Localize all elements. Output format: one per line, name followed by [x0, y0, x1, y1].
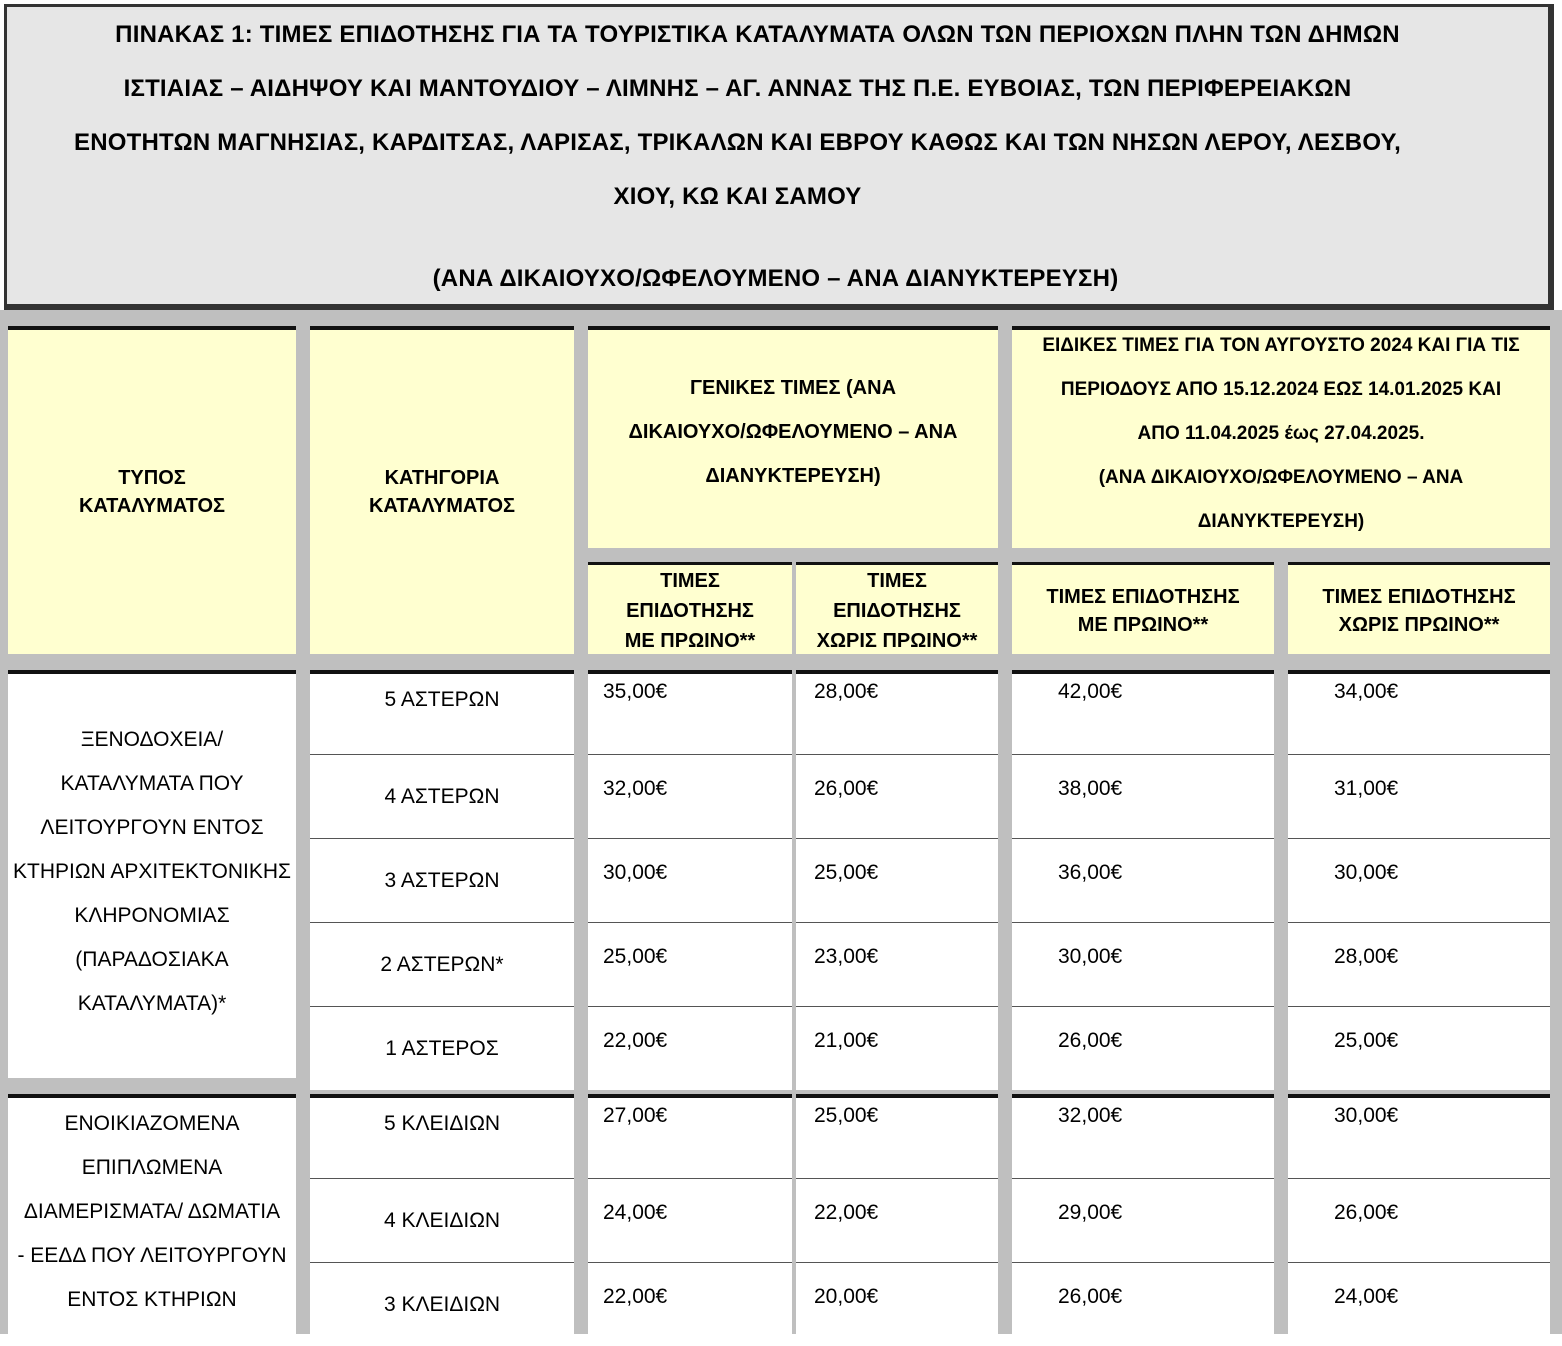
special-with-breakfast-cell: [1012, 1094, 1274, 1178]
subheader-line: ΕΠΙΔΟΤΗΣΗΣ: [833, 600, 961, 622]
header-type-line2: ΚΑΤΑΛΥΜΑΤΟΣ: [78, 495, 226, 517]
subheader-line: ΧΩΡΙΣ ΠΡΩΙΝΟ**: [816, 630, 978, 652]
price-value: 23,00€: [814, 945, 879, 968]
header-special-line3: ΑΠΟ 11.04.2025 έως 27.04.2025.: [1137, 423, 1425, 444]
subheader-line: ΜΕ ΠΡΩΙΝΟ**: [1077, 614, 1209, 636]
price-value: 30,00€: [1334, 861, 1399, 884]
subheader-line: ΤΙΜΕΣ ΕΠΙΔΟΤΗΣΗΣ: [1322, 586, 1516, 608]
price-value: 28,00€: [814, 680, 879, 703]
type-line: ΚΑΤΑΛΥΜΑΤΑ)*: [77, 992, 227, 1015]
category-cell: [310, 1094, 574, 1178]
price-value: 22,00€: [603, 1029, 668, 1052]
general-without-breakfast-cell: [796, 670, 998, 754]
price-value: 27,00€: [603, 1104, 668, 1127]
price-value: 36,00€: [1058, 861, 1123, 884]
price-value: 29,00€: [1058, 1201, 1123, 1224]
header-general-line3: ΔΙΑΝΥΚΤΕΡΕΥΣΗ): [705, 465, 881, 487]
header-special-line4: (ΑΝΑ ΔΙΚΑΙΟΥΧΟ/ΩΦΕΛΟΥΜΕΝΟ – ΑΝΑ: [1098, 467, 1464, 488]
type-line: ΚΑΤΑΛΥΜΑΤΑ ΠΟΥ: [60, 772, 244, 795]
price-value: 30,00€: [603, 861, 668, 884]
special-without-breakfast-cell: [1288, 922, 1550, 1006]
group2-type-cell: [8, 1094, 296, 1334]
header-special-line5: ΔΙΑΝΥΚΤΕΡΕΥΣΗ): [1197, 511, 1365, 532]
general-without-breakfast-cell: [796, 1262, 998, 1346]
general-with-breakfast-cell: [588, 838, 792, 922]
price-value: 26,00€: [814, 777, 879, 800]
category-cell: [310, 922, 574, 1006]
general-with-breakfast-cell: [588, 1262, 792, 1346]
special-with-breakfast-cell: [1012, 922, 1274, 1006]
type-line: ΚΛΗΡΟΝΟΜΙΑΣ: [74, 904, 230, 927]
price-value: 31,00€: [1334, 777, 1399, 800]
price-value: 26,00€: [1058, 1029, 1123, 1052]
price-value: 35,00€: [603, 680, 668, 703]
general-without-breakfast-cell: [796, 1006, 998, 1090]
price-value: 42,00€: [1058, 680, 1123, 703]
special-without-breakfast-cell: [1288, 1094, 1550, 1178]
price-value: 32,00€: [1058, 1104, 1123, 1127]
type-line: - ΕΕΔΔ ΠΟΥ ΛΕΙΤΟΥΡΓΟΥΝ: [17, 1244, 287, 1267]
price-value: 22,00€: [603, 1285, 668, 1308]
special-without-breakfast-cell: [1288, 1006, 1550, 1090]
special-without-breakfast-cell: [1288, 754, 1550, 838]
type-line: ΚΤΗΡΙΩΝ ΑΡΧΙΤΕΚΤΟΝΙΚΗΣ: [12, 860, 291, 883]
subheader-line: ΧΩΡΙΣ ΠΡΩΙΝΟ**: [1338, 614, 1500, 636]
special-without-breakfast-cell: [1288, 1262, 1550, 1346]
header-category: [310, 326, 574, 654]
type-line: ΔΙΑΜΕΡΙΣΜΑΤΑ/ ΔΩΜΑΤΙΑ: [23, 1200, 281, 1223]
header-special-prices: [1012, 326, 1550, 548]
title-line-4: ΧΙΟΥ, ΚΩ ΚΑΙ ΣΑΜΟΥ: [613, 183, 862, 210]
special-with-breakfast-cell: [1012, 670, 1274, 754]
price-value: 22,00€: [814, 1201, 879, 1224]
general-without-breakfast-cell: [796, 1094, 998, 1178]
general-with-breakfast-cell: [588, 1178, 792, 1262]
price-value: 30,00€: [1334, 1104, 1399, 1127]
header-type: [8, 326, 296, 654]
general-without-breakfast-cell: [796, 754, 998, 838]
header-general-line1: ΓΕΝΙΚΕΣ ΤΙΜΕΣ (ΑΝΑ: [689, 377, 897, 399]
type-line: (ΠΑΡΑΔΟΣΙΑΚΑ: [75, 948, 229, 971]
group1-type-cell: [8, 670, 296, 1078]
subheader-general-with-breakfast: [588, 562, 792, 654]
type-line: ΛΕΙΤΟΥΡΓΟΥΝ ΕΝΤΟΣ: [40, 816, 264, 839]
category-label: 4 ΚΛΕΙΔΙΩΝ: [383, 1209, 501, 1232]
subheader-general-without-breakfast: [796, 562, 998, 654]
price-value: 25,00€: [814, 1104, 879, 1127]
title-line-5: (ΑΝΑ ΔΙΚΑΙΟΥΧΟ/ΩΦΕΛΟΥΜΕΝΟ – ΑΝΑ ΔΙΑΝΥΚΤΕΡΕΥΣΗ): [432, 265, 1119, 292]
category-cell: [310, 1262, 574, 1346]
special-with-breakfast-cell: [1012, 1178, 1274, 1262]
special-with-breakfast-cell: [1012, 838, 1274, 922]
category-cell: [310, 838, 574, 922]
title-line-3: ΕΝΟΤΗΤΩΝ ΜΑΓΝΗΣΙΑΣ, ΚΑΡΔΙΤΣΑΣ, ΛΑΡΙΣΑΣ, ΤΡΙΚΑΛΩΝ ΚΑΙ ΕΒΡΟΥ ΚΑΘΩΣ ΚΑΙ ΤΩΝ ΝΗΣΩΝ ΛΕΡΟΥ, ΛΕΣΒΟΥ,: [74, 129, 1401, 156]
title-line-2: ΙΣΤΙΑΙΑΣ – ΑΙΔΗΨΟΥ ΚΑΙ ΜΑΝΤΟΥΔΙΟΥ – ΛΙΜΝΗΣ – ΑΓ. ΑΝΝΑΣ ΤΗΣ Π.Ε. ΕΥΒΟΙΑΣ, ΤΩΝ ΠΕΡΙΦΕΡΕΙΑΚΩΝ: [123, 75, 1352, 102]
price-value: 21,00€: [814, 1029, 879, 1052]
subheader-special-with-breakfast: [1012, 562, 1274, 654]
price-value: 32,00€: [603, 777, 668, 800]
general-without-breakfast-cell: [796, 922, 998, 1006]
special-with-breakfast-cell: [1012, 1006, 1274, 1090]
general-with-breakfast-cell: [588, 922, 792, 1006]
general-with-breakfast-cell: [588, 1006, 792, 1090]
subheader-line: ΤΙΜΕΣ: [867, 570, 927, 592]
category-label: 5 ΑΣΤΕΡΩΝ: [384, 688, 500, 711]
header-type-line1: ΤΥΠΟΣ: [118, 467, 186, 489]
special-with-breakfast-cell: [1012, 1262, 1274, 1346]
subheader-line: ΤΙΜΕΣ ΕΠΙΔΟΤΗΣΗΣ: [1046, 586, 1240, 608]
price-value: 25,00€: [1334, 1029, 1399, 1052]
price-value: 30,00€: [1058, 945, 1123, 968]
general-without-breakfast-cell: [796, 1178, 998, 1262]
subheader-line: ΕΠΙΔΟΤΗΣΗΣ: [626, 600, 754, 622]
special-with-breakfast-cell: [1012, 754, 1274, 838]
price-value: 28,00€: [1334, 945, 1399, 968]
general-with-breakfast-cell: [588, 670, 792, 754]
type-line: ΞΕΝΟΔΟΧΕΙΑ/: [80, 728, 224, 751]
special-without-breakfast-cell: [1288, 670, 1550, 754]
price-value: 25,00€: [814, 861, 879, 884]
subheader-line: ΤΙΜΕΣ: [660, 570, 720, 592]
price-value: 20,00€: [814, 1285, 879, 1308]
header-special-line1: ΕΙΔΙΚΕΣ ΤΙΜΕΣ ΓΙΑ ΤΟΝ ΑΥΓΟΥΣΤΟ 2024 ΚΑΙ ΓΙΑ ΤΙΣ: [1042, 335, 1520, 356]
category-label: 3 ΚΛΕΙΔΙΩΝ: [383, 1293, 501, 1316]
general-without-breakfast-cell: [796, 838, 998, 922]
category-label: 3 ΑΣΤΕΡΩΝ: [384, 869, 500, 892]
price-value: 38,00€: [1058, 777, 1123, 800]
general-with-breakfast-cell: [588, 1094, 792, 1178]
header-general-prices: [588, 326, 998, 548]
type-line: ΕΠΙΠΛΩΜΕΝΑ: [81, 1156, 223, 1179]
category-cell: [310, 1178, 574, 1262]
header-category-line2: ΚΑΤΑΛΥΜΑΤΟΣ: [368, 495, 516, 517]
price-value: 25,00€: [603, 945, 668, 968]
category-label: 4 ΑΣΤΕΡΩΝ: [384, 785, 500, 808]
header-category-line1: ΚΑΤΗΓΟΡΙΑ: [384, 467, 500, 489]
header-special-line2: ΠΕΡΙΟΔΟΥΣ ΑΠΟ 15.12.2024 ΕΩΣ 14.01.2025 ΚΑΙ: [1060, 379, 1502, 400]
general-with-breakfast-cell: [588, 754, 792, 838]
header-general-line2: ΔΙΚΑΙΟΥΧΟ/ΩΦΕΛΟΥΜΕΝΟ – ΑΝΑ: [628, 421, 958, 443]
category-cell: [310, 754, 574, 838]
subheader-line: ΜΕ ΠΡΩΙΝΟ**: [624, 630, 756, 652]
subheader-special-without-breakfast: [1288, 562, 1550, 654]
type-line: ΕΝΟΙΚΙΑΖΟΜΕΝΑ: [64, 1112, 240, 1135]
price-value: 24,00€: [1334, 1285, 1399, 1308]
price-value: 34,00€: [1334, 680, 1399, 703]
price-value: 26,00€: [1058, 1285, 1123, 1308]
price-value: 24,00€: [603, 1201, 668, 1224]
category-cell: [310, 670, 574, 754]
special-without-breakfast-cell: [1288, 838, 1550, 922]
category-label: 5 ΚΛΕΙΔΙΩΝ: [383, 1112, 501, 1135]
category-cell: [310, 1006, 574, 1090]
special-without-breakfast-cell: [1288, 1178, 1550, 1262]
table-title: [4, 4, 1554, 310]
title-line-1: ΠΙΝΑΚΑΣ 1: ΤΙΜΕΣ ΕΠΙΔΟΤΗΣΗΣ ΓΙΑ ΤΑ ΤΟΥΡΙΣΤΙΚΑ ΚΑΤΑΛΥΜΑΤΑ ΟΛΩΝ ΤΩΝ ΠΕΡΙΟΧΩΝ ΠΛΗΝ ΤΩΝ ΔΗΜΩΝ: [115, 21, 1400, 48]
category-label: 1 ΑΣΤΕΡΟΣ: [385, 1037, 499, 1060]
price-value: 26,00€: [1334, 1201, 1399, 1224]
category-label: 2 ΑΣΤΕΡΩΝ*: [380, 953, 504, 976]
type-line: ΕΝΤΟΣ ΚΤΗΡΙΩΝ: [67, 1288, 237, 1311]
